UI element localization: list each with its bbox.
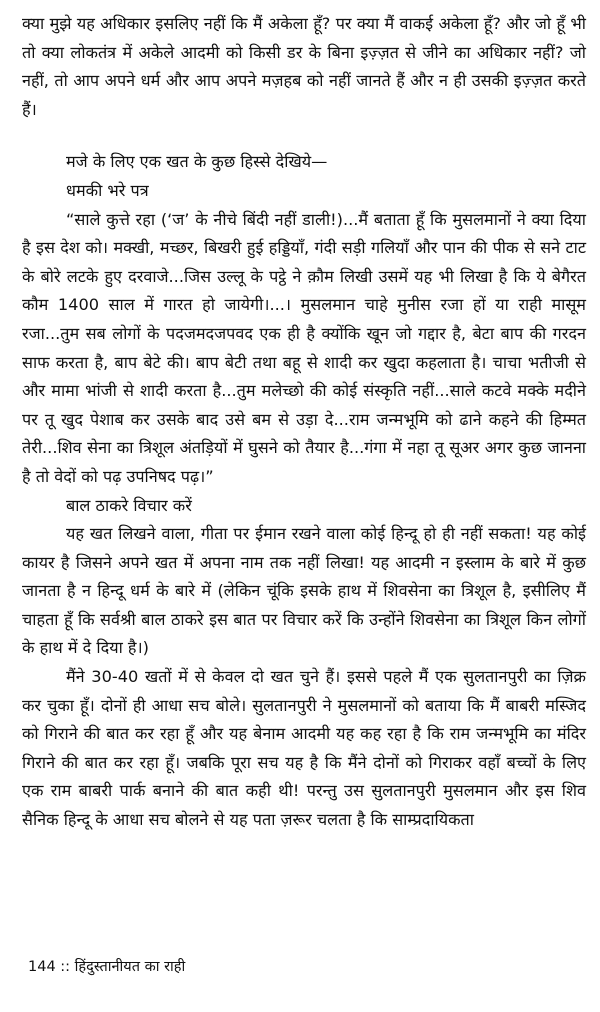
page-footer: 144 :: हिंदुस्तानीयत का राही — [28, 959, 186, 975]
paragraph-opening: क्या मुझे यह अधिकार इसलिए नहीं कि मैं अकेला हूँ? पर क्या मैं वाकई अकेला हूँ? और जो हूँ भी तो क्या लोकतंत्र में अकेले आदमी को किसी डर के बिना इज़्ज़त से जीने का अधिकार नहीं? जो नहीं, तो आप अपने धर्म और आप अपने मज़हब को नहीं जानते हैं और न ही उसकी इज़्ज़त करते हैं। — [22, 14, 586, 119]
paragraph-letter-quote: “साले कुत्ते रहा (‘ज’ के नीचे बिंदी नहीं डाली!)...मैं बताता हूँ कि मुसलमानों ने क्या दिया है इस देश को। मक्खी, मच्छर, बिखरी हुई हड्डियाँ, गंदी सड़ी गलियाँ और पान की पीक से सने टाट के बोरे लटके हुए दरवाजे...जिस उल्लू के पट्ठे ने क़ौम लिखी उसमें यह भी लिखा है कि ये बेगैरत कौम 1400 साल में गारत हो जायेगी।...। मुसलमान चाहे मुनीस रजा हों या राही मासूम रजा...तुम सब लोगों के पदजमदजपवद एक ही है क्योंकि खून जो गद्दार है, बेटा बाप की गरदन साफ करता है, बाप बेटे की। बाप बेटी तथा बहू से शादी कर खुदा कहलाता है। चाचा भतीजी से और मामा भांजी से शादी करता है...तुम मलेच्छो की कोई संस्कृति नहीं...साले कटवे मक्के मदीने पर तू खुद पेशाब कर उसके बाद उसे बम से उड़ा दे...राम जन्मभूमि को ढाने कहने की हिम्मत तेरी...शिव सेना का त्रिशूल अंतड़ियों में घुसने को तैयार है...गंगा में नहा तू सूअर अगर कुछ जानना है तो वेदों को पढ़ उपनिषद पढ़।” — [22, 209, 586, 486]
paragraph-gap — [22, 124, 586, 148]
paragraph-letters-chosen: मैंने 30-40 खतों में से केवल दो खत चुने हैं। इससे पहले मैं एक सुलतानपुरी का ज़िक्र कर चुका हूँ। दोनों ही आधा सच बोले। सुलतानपुरी ने मुसलमानों को बताया कि मैं बाबरी मस्जिद को गिराने की बात कर रहा हूँ और यह बेनाम आदमी यह कह रहा है कि राम जन्मभूमि का मंदिर गिराने की बात कर रहा हूँ। जबकि पूरा सच यह है कि मैंने दोनों को गिराकर वहाँ बच्चों के लिए एक राम बाबरी पार्क बनाने की बात कही थी! परन्तु उस सुलतानपुरी मुसलमान और इस शिव सैनिक हिन्दू के आधा सच बोलने से यह पता ज़रूर चलता है कि साम्प्रदायिकता — [22, 667, 586, 830]
section-heading-threat-letters: धमकी भरे पत्र — [66, 180, 149, 200]
paragraph-letter-writer: यह खत लिखने वाला, गीता पर ईमान रखने वाला कोई हिन्दू हो ही नहीं सकता! यह कोई कायर है जिसने अपने खत में अपना नाम तक नहीं लिखा! यह आदमी न इस्लाम के बारे में कुछ जानता है न हिन्दू धर्म के बारे में (लेकिन चूंकि इसके हाथ में शिवसेना का त्रिशूल है, इसीलिए मैं चाहता हूँ कि सर्वश्री बाल ठाकरे इस बात पर विचार करें कि उन्होंने शिवसेना का त्रिशूल किन लोगों के हाथ में दे दिया है।) — [22, 524, 586, 658]
section-heading-bal-thackeray: बाल ठाकरे विचार करें — [66, 495, 192, 515]
paragraph-intro-letter: मजे के लिए एक खत के कुछ हिस्से देखिये— — [66, 152, 328, 172]
